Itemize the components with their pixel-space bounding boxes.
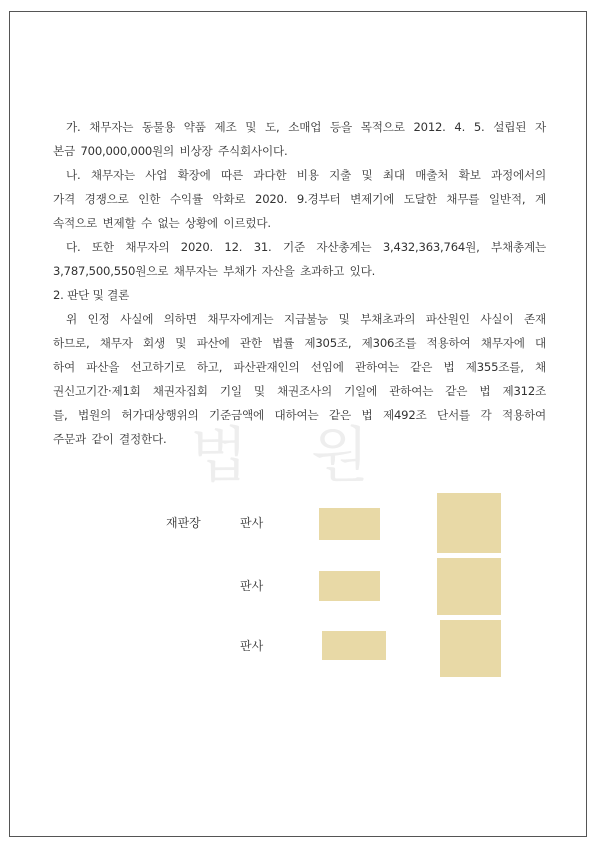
redacted-name-3 — [322, 631, 386, 660]
paragraph-ga-line2: 본금 700,000,000원의 비상장 주식회사이다. — [53, 144, 288, 158]
court-watermark: 법 원 — [190, 421, 391, 491]
paragraph-da-line2: 3,787,500,550원으로 채무자는 부채가 자산을 초과하고 있다. — [53, 264, 376, 278]
paragraph-na-line3: 속적으로 변제할 수 없는 상황에 이르렀다. — [53, 216, 271, 230]
redacted-name-1 — [319, 508, 380, 540]
redacted-seal-1 — [437, 493, 501, 553]
conclusion-line1: 위 인정 사실에 의하면 채무자에게는 지급불능 및 부채초과의 파산원인 사실이 존재 — [66, 312, 546, 326]
judge-title-3: 판사 — [240, 639, 264, 653]
conclusion-line5: 를, 법원의 허가대상행위의 기준금액에 대하여는 같은 법 제492조 단서를 각 적용하여 — [53, 408, 546, 422]
paragraph-da-line1: 다. 또한 채무자의 2020. 12. 31. 기준 자산총계는 3,432,363,764원, 부채총계는 — [66, 240, 546, 254]
conclusion-line4: 권신고기간·제1회 채권자집회 기일 및 채권조사의 기일에 관하여는 같은 법 제312조 — [53, 384, 546, 398]
conclusion-line2: 하므로, 채무자 회생 및 파산에 관한 법률 제305조, 제306조를 적용하여 채무자에 대 — [53, 336, 546, 350]
judge-title-1: 판사 — [240, 516, 264, 530]
conclusion-line3: 하여 파산을 선고하기로 하고, 파산관재인의 선임에 관하여는 같은 법 제355조를, 채 — [53, 360, 546, 374]
document-body — [53, 115, 546, 451]
presiding-judge-title: 재판장 — [166, 516, 201, 530]
paragraph-na-line2: 가격 경쟁으로 인한 수익률 악화로 2020. 9.경부터 변제기에 도달한 채무를 일반적, 계 — [53, 192, 546, 206]
paragraph-na-line1: 나. 채무자는 사업 확장에 따른 과다한 비용 지출 및 최대 매출처 확보 과정에서의 — [66, 168, 546, 182]
redacted-seal-3 — [440, 620, 501, 677]
judge-title-2: 판사 — [240, 579, 264, 593]
redacted-name-2 — [319, 571, 380, 601]
conclusion-line6: 주문과 같이 결정한다. — [53, 432, 167, 446]
section-heading: 2. 판단 및 결론 — [53, 288, 130, 302]
redacted-seal-2 — [437, 558, 501, 615]
paragraph-ga-line1: 가. 채무자는 동물용 약품 제조 및 도, 소매업 등을 목적으로 2012. 4. 5. 설립된 자 — [66, 120, 546, 134]
